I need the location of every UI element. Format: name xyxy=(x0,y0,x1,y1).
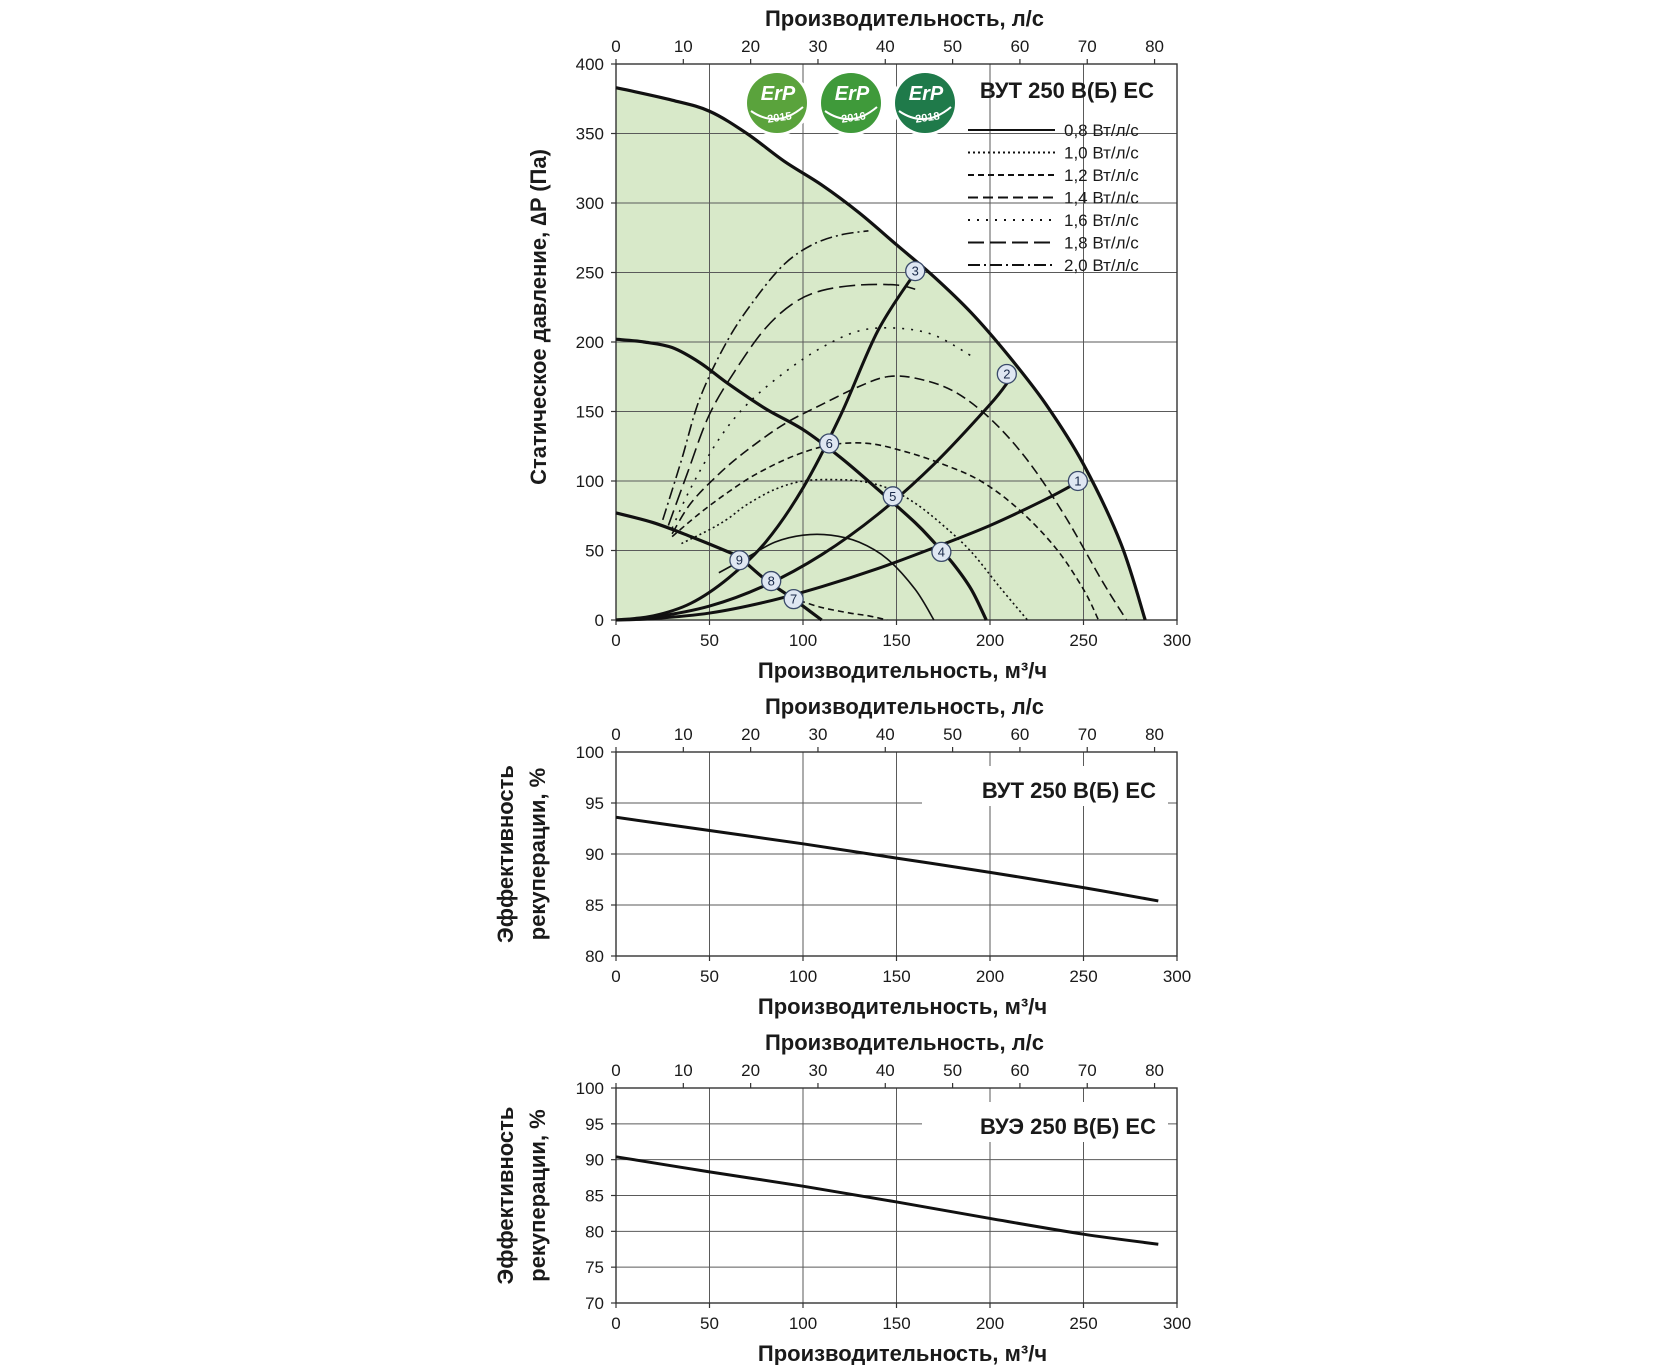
x-tick-label: 0 xyxy=(611,631,621,650)
y-tick-label: 70 xyxy=(585,1294,604,1313)
badge-label: ErP xyxy=(760,83,796,105)
x-tick-label: 300 xyxy=(1162,967,1192,986)
point-label: 7 xyxy=(790,591,798,607)
x2-tick-label: 40 xyxy=(875,725,895,744)
legend-item: 1,2 Вт/л/с xyxy=(1064,166,1139,185)
legend-item: 1,4 Вт/л/с xyxy=(1064,188,1139,208)
operating-point-5 xyxy=(883,487,902,506)
y-axis-title-line1: Эффективность xyxy=(493,765,518,943)
operating-point-9 xyxy=(730,551,749,570)
x2-tick-label: 80 xyxy=(1145,37,1165,56)
x-tick-label: 200 xyxy=(975,967,1005,986)
badge-year: 2015 xyxy=(766,110,793,126)
y-tick-label: 100 xyxy=(575,1079,604,1098)
y-tick-label: 80 xyxy=(585,947,604,966)
operating-point-8 xyxy=(762,572,781,591)
operating-point-7 xyxy=(784,590,803,609)
pressure-chart xyxy=(526,6,1191,683)
y-tick-label: 350 xyxy=(575,124,604,144)
x2-tick-label: 30 xyxy=(808,725,828,744)
x2-tick-label: 70 xyxy=(1077,37,1097,56)
x2-tick-label: 0 xyxy=(611,725,621,744)
chart-title: ВУТ 250 В(Б) ЕС xyxy=(979,78,1154,103)
legend-item: 2,0 Вт/л/с xyxy=(1064,256,1139,275)
x-tick-label: 150 xyxy=(882,967,911,986)
chart-title: ВУЭ 250 В(Б) ЕС xyxy=(979,1114,1156,1139)
y-axis-title-line2: рекуперации, % xyxy=(525,767,550,941)
legend-item: 1,6 Вт/л/с xyxy=(1064,211,1139,230)
y-tick-label: 100 xyxy=(575,472,604,491)
x2-tick-label: 0 xyxy=(611,1061,621,1080)
point-label: 3 xyxy=(911,263,919,279)
x-tick-label: 250 xyxy=(1069,967,1098,986)
point-label: 1 xyxy=(1074,473,1082,489)
x2-tick-label: 70 xyxy=(1077,725,1097,744)
x2-tick-label: 60 xyxy=(1010,37,1030,56)
x2-tick-label: 50 xyxy=(943,37,963,56)
point-label: 6 xyxy=(825,435,833,451)
y-tick-label: 200 xyxy=(575,333,604,352)
efficiency-chart-vue xyxy=(493,1030,1191,1365)
x2-tick-label: 50 xyxy=(943,1061,963,1080)
chart-title: ВУТ 250 В(Б) ЕС xyxy=(981,778,1156,803)
x2-tick-label: 80 xyxy=(1145,725,1165,744)
x-tick-label: 250 xyxy=(1069,1314,1098,1333)
y-axis-title-line1: Эффективность xyxy=(493,1106,518,1285)
legend-item: 0,8 Вт/л/с xyxy=(1064,121,1139,140)
x2-tick-label: 60 xyxy=(1010,725,1030,744)
x-tick-label: 250 xyxy=(1069,631,1098,650)
operating-point-4 xyxy=(932,542,951,561)
x2-tick-label: 30 xyxy=(808,37,828,56)
operating-point-1 xyxy=(1068,472,1087,491)
x-tick-label: 200 xyxy=(975,1314,1005,1333)
y-axis-title: Статическое давление, ∆P (Па) xyxy=(526,149,551,485)
y-tick-label: 75 xyxy=(585,1258,604,1278)
efficiency-line xyxy=(616,817,1158,901)
x-axis-title: Производительность, м³/ч xyxy=(757,994,1048,1019)
operating-point-3 xyxy=(906,262,925,281)
erp-badge-2015 xyxy=(744,70,810,136)
x2-tick-label: 20 xyxy=(741,37,761,56)
point-label: 4 xyxy=(937,544,945,560)
x2-axis-title: Производительность, л/с xyxy=(764,6,1045,31)
y-tick-label: 90 xyxy=(585,845,604,864)
y-axis-title-line2: рекуперации, % xyxy=(525,1109,550,1282)
x2-tick-label: 40 xyxy=(875,37,895,56)
y-tick-label: 50 xyxy=(585,541,604,561)
y-tick-label: 95 xyxy=(585,1114,604,1134)
operating-point-2 xyxy=(997,364,1016,383)
x2-tick-label: 30 xyxy=(808,1061,828,1080)
y-tick-label: 85 xyxy=(585,896,604,915)
x-tick-label: 300 xyxy=(1162,631,1192,650)
x-tick-label: 0 xyxy=(611,967,621,986)
y-tick-label: 95 xyxy=(585,794,604,813)
x2-tick-label: 10 xyxy=(673,1061,693,1080)
point-label: 9 xyxy=(735,552,744,568)
y-tick-label: 100 xyxy=(575,743,604,762)
badge-label: ErP xyxy=(908,83,944,105)
badge-label: ErP xyxy=(834,83,870,105)
legend-item: 1,8 Вт/л/с xyxy=(1064,233,1139,253)
x-tick-label: 50 xyxy=(700,1314,719,1333)
x-axis-title: Производительность, м³/ч xyxy=(757,658,1048,683)
x2-tick-label: 60 xyxy=(1010,1061,1030,1080)
point-label: 2 xyxy=(1003,366,1011,382)
x-tick-label: 0 xyxy=(611,1314,621,1333)
y-tick-label: 150 xyxy=(575,402,604,422)
x-tick-label: 50 xyxy=(700,631,719,650)
x2-tick-label: 0 xyxy=(611,37,621,56)
y-tick-label: 250 xyxy=(575,263,604,283)
legend-item: 1,0 Вт/л/с xyxy=(1064,143,1139,163)
erp-badge-2018 xyxy=(892,70,958,136)
y-tick-label: 400 xyxy=(575,55,604,74)
x-axis-title: Производительность, м³/ч xyxy=(757,1341,1048,1365)
y-tick-label: 80 xyxy=(585,1222,604,1242)
x-tick-label: 100 xyxy=(788,1314,818,1333)
point-label: 5 xyxy=(889,488,897,504)
x-tick-label: 50 xyxy=(700,967,719,986)
x-tick-label: 150 xyxy=(882,631,911,650)
x2-tick-label: 10 xyxy=(673,725,693,744)
point-label: 8 xyxy=(767,573,775,589)
x2-axis-title: Производительность, л/с xyxy=(764,694,1045,719)
x-tick-label: 100 xyxy=(788,967,818,986)
x2-tick-label: 40 xyxy=(875,1061,895,1080)
erp-badge-2016 xyxy=(818,70,884,136)
badge-year: 2018 xyxy=(914,110,941,126)
efficiency-chart-vut xyxy=(493,694,1191,1019)
x2-tick-label: 80 xyxy=(1145,1061,1165,1080)
x2-tick-label: 50 xyxy=(943,725,963,744)
x-tick-label: 100 xyxy=(788,631,818,650)
x2-tick-label: 70 xyxy=(1077,1061,1097,1080)
y-tick-label: 300 xyxy=(575,194,604,213)
y-tick-label: 0 xyxy=(594,611,604,630)
y-tick-label: 85 xyxy=(585,1186,604,1206)
operating-point-6 xyxy=(820,434,839,453)
x-tick-label: 300 xyxy=(1162,1314,1192,1333)
x-tick-label: 200 xyxy=(975,631,1005,650)
badge-year: 2016 xyxy=(840,110,867,126)
x2-tick-label: 10 xyxy=(673,37,693,56)
x2-tick-label: 20 xyxy=(741,1061,761,1080)
x2-axis-title: Производительность, л/с xyxy=(764,1030,1045,1055)
x2-tick-label: 20 xyxy=(741,725,761,744)
y-tick-label: 90 xyxy=(585,1150,604,1170)
x-tick-label: 150 xyxy=(882,1314,911,1333)
